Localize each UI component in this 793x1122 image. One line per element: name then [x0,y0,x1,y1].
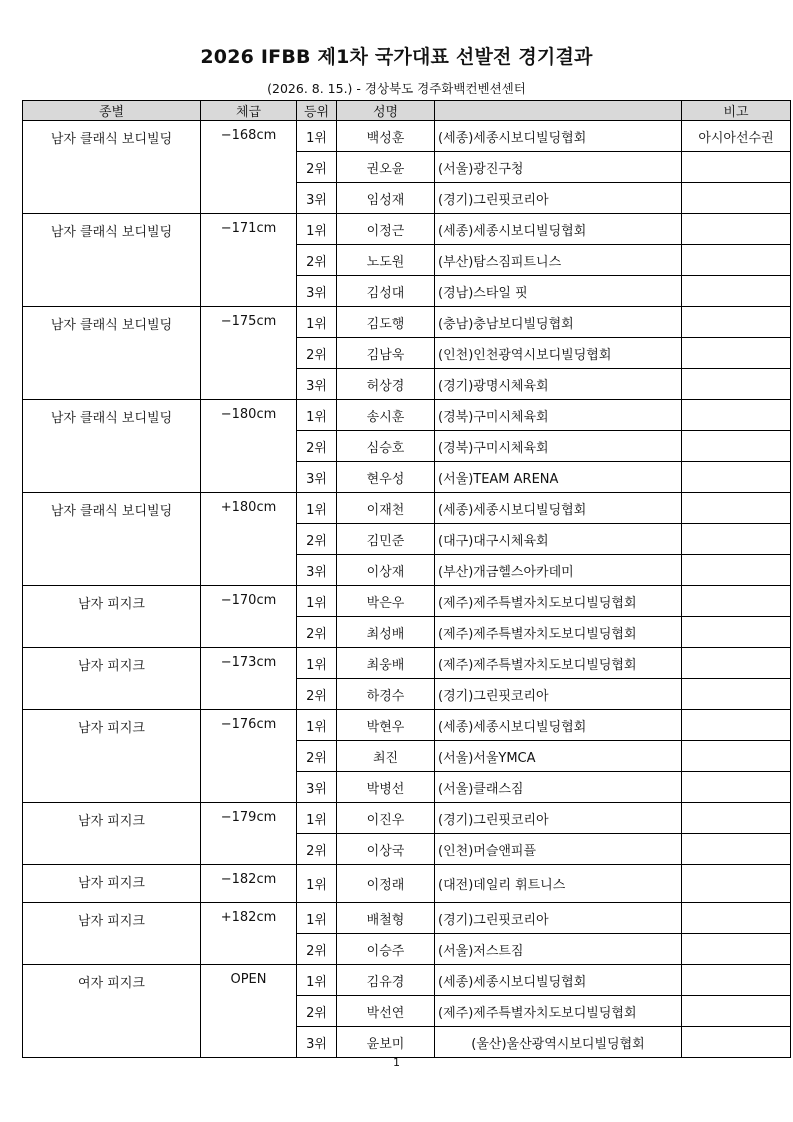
table-row [23,903,791,934]
rank-cell: 3위 [297,369,337,400]
note-cell [682,741,791,772]
rank-cell: 3위 [297,462,337,493]
rank-cell: 2위 [297,338,337,369]
page-number: 1 [393,1056,400,1069]
team-cell: (제주)제주특별자치도보디빌딩협회 [435,996,682,1027]
rank-cell: 2위 [297,834,337,865]
name-cell: 김민준 [337,524,435,555]
rank-cell: 2위 [297,679,337,710]
name-cell: 박은우 [337,586,435,617]
name-cell: 이정래 [337,865,435,903]
team-cell: (부산)개금헬스아카데미 [435,555,682,586]
note-cell [682,152,791,183]
rank-cell: 2위 [297,524,337,555]
table-row [23,865,791,903]
rank-cell: 1위 [297,648,337,679]
team-cell: (충남)충남보디빌딩협회 [435,307,682,338]
note-cell [682,524,791,555]
team-cell: (제주)제주특별자치도보디빌딩협회 [435,648,682,679]
rank-cell: 2위 [297,617,337,648]
table-row [23,400,791,431]
rank-cell: 1위 [297,803,337,834]
name-cell: 노도원 [337,245,435,276]
weight-class-cell: −171cm [201,214,297,307]
name-cell: 현우성 [337,462,435,493]
team-cell: (세종)세종시보디빌딩협회 [435,710,682,741]
category-cell: 여자 피지크 [23,965,201,1058]
table-row [23,710,791,741]
team-cell: (세종)세종시보디빌딩협회 [435,965,682,996]
rank-cell: 3위 [297,555,337,586]
rank-cell: 1위 [297,903,337,934]
note-cell [682,462,791,493]
team-cell: (서울)클래스짐 [435,772,682,803]
table-header-row [23,101,791,121]
name-cell: 김성대 [337,276,435,307]
note-cell [682,183,791,214]
rank-cell: 1위 [297,307,337,338]
rank-cell: 1위 [297,965,337,996]
rank-cell: 2위 [297,996,337,1027]
note-cell [682,245,791,276]
note-cell [682,679,791,710]
weight-class-cell: −180cm [201,400,297,493]
note-cell [682,996,791,1027]
name-cell: 백성훈 [337,121,435,152]
team-cell: (경기)그린핏코리아 [435,183,682,214]
note-cell [682,617,791,648]
category-cell: 남자 클래식 보디빌딩 [23,121,201,214]
weight-class-cell: +180cm [201,493,297,586]
note-cell [682,865,791,903]
table-row [23,586,791,617]
note-cell [682,803,791,834]
note-cell [682,834,791,865]
rank-cell: 2위 [297,934,337,965]
table-row [23,493,791,524]
category-cell: 남자 피지크 [23,903,201,965]
name-cell: 김남욱 [337,338,435,369]
rank-cell: 2위 [297,741,337,772]
name-cell: 박선연 [337,996,435,1027]
team-cell: (경기)그린핏코리아 [435,903,682,934]
results-table [22,100,791,1058]
team-cell: (제주)제주특별자치도보디빌딩협회 [435,586,682,617]
note-cell [682,214,791,245]
header-rank: 등위 [297,101,337,121]
category-cell: 남자 피지크 [23,586,201,648]
name-cell: 최성배 [337,617,435,648]
team-cell: (경북)구미시체육회 [435,400,682,431]
document-title: 2026 IFBB 제1차 국가대표 선발전 경기결과 [200,46,593,68]
team-cell: (부산)탐스짐피트니스 [435,245,682,276]
category-cell: 남자 피지크 [23,710,201,803]
name-cell: 이정근 [337,214,435,245]
weight-class-cell: −170cm [201,586,297,648]
rank-cell: 1위 [297,400,337,431]
name-cell: 이승주 [337,934,435,965]
header-name: 성명 [337,101,435,121]
team-cell: (서울)저스트짐 [435,934,682,965]
note-cell [682,934,791,965]
name-cell: 최웅배 [337,648,435,679]
name-cell: 박병선 [337,772,435,803]
note-cell [682,965,791,996]
rank-cell: 1위 [297,493,337,524]
name-cell: 김도행 [337,307,435,338]
category-cell: 남자 클래식 보디빌딩 [23,214,201,307]
note-cell [682,369,791,400]
team-cell: (경기)그린핏코리아 [435,679,682,710]
rank-cell: 3위 [297,276,337,307]
category-cell: 남자 피지크 [23,865,201,903]
name-cell: 이진우 [337,803,435,834]
category-cell: 남자 피지크 [23,648,201,710]
category-cell: 남자 클래식 보디빌딩 [23,400,201,493]
team-cell: (경기)광명시체육회 [435,369,682,400]
note-cell [682,276,791,307]
category-cell: 남자 클래식 보디빌딩 [23,307,201,400]
team-cell: (제주)제주특별자치도보디빌딩협회 [435,617,682,648]
team-cell: (인천)머슬앤피플 [435,834,682,865]
name-cell: 하경수 [337,679,435,710]
note-cell [682,431,791,462]
name-cell: 박현우 [337,710,435,741]
table-row [23,648,791,679]
table-row [23,965,791,996]
team-cell: (대전)데일리 휘트니스 [435,865,682,903]
weight-class-cell: −173cm [201,648,297,710]
header-weight: 체급 [201,101,297,121]
document-subtitle: (2026. 8. 15.) - 경상북도 경주화백컨벤션센터 [267,81,526,96]
name-cell: 이상재 [337,555,435,586]
rank-cell: 3위 [297,772,337,803]
weight-class-cell: −179cm [201,803,297,865]
team-cell: (경북)구미시체육회 [435,431,682,462]
note-cell [682,338,791,369]
note-cell [682,1027,791,1058]
team-cell: (경남)스타일 핏 [435,276,682,307]
table-row [23,307,791,338]
note-cell [682,586,791,617]
rank-cell: 1위 [297,121,337,152]
weight-class-cell: −168cm [201,121,297,214]
weight-class-cell: +182cm [201,903,297,965]
name-cell: 배철형 [337,903,435,934]
rank-cell: 3위 [297,1027,337,1058]
weight-class-cell: −176cm [201,710,297,803]
team-cell: (인천)인천광역시보디빌딩협회 [435,338,682,369]
rank-cell: 2위 [297,152,337,183]
team-cell: (서울)서울YMCA [435,741,682,772]
rank-cell: 2위 [297,431,337,462]
team-cell: (세종)세종시보디빌딩협회 [435,214,682,245]
rank-cell: 1위 [297,865,337,903]
team-cell: (대구)대구시체육회 [435,524,682,555]
note-cell [682,772,791,803]
note-cell: 아시아선수권 [682,121,791,152]
weight-class-cell: −175cm [201,307,297,400]
name-cell: 김유경 [337,965,435,996]
rank-cell: 3위 [297,183,337,214]
rank-cell: 1위 [297,214,337,245]
table-row [23,121,791,152]
note-cell [682,307,791,338]
name-cell: 임성재 [337,183,435,214]
note-cell [682,903,791,934]
table-row [23,214,791,245]
name-cell: 최진 [337,741,435,772]
note-cell [682,400,791,431]
rank-cell: 1위 [297,586,337,617]
name-cell: 권오윤 [337,152,435,183]
weight-class-cell: OPEN [201,965,297,1058]
team-cell: (울산)울산광역시보디빌딩협회 [435,1027,682,1058]
header-team [435,101,682,121]
rank-cell: 1위 [297,710,337,741]
team-cell: (서울)TEAM ARENA [435,462,682,493]
category-cell: 남자 피지크 [23,803,201,865]
table-row [23,803,791,834]
name-cell: 송시훈 [337,400,435,431]
note-cell [682,555,791,586]
header-note: 비고 [682,101,791,121]
team-cell: (서울)광진구청 [435,152,682,183]
team-cell: (경기)그린핏코리아 [435,803,682,834]
name-cell: 심승호 [337,431,435,462]
category-cell: 남자 클래식 보디빌딩 [23,493,201,586]
header-category: 종별 [23,101,201,121]
team-cell: (세종)세종시보디빌딩협회 [435,121,682,152]
name-cell: 허상경 [337,369,435,400]
weight-class-cell: −182cm [201,865,297,903]
note-cell [682,493,791,524]
note-cell [682,648,791,679]
name-cell: 이재천 [337,493,435,524]
name-cell: 이상국 [337,834,435,865]
rank-cell: 2위 [297,245,337,276]
note-cell [682,710,791,741]
team-cell: (세종)세종시보디빌딩협회 [435,493,682,524]
name-cell: 윤보미 [337,1027,435,1058]
results-body [23,121,791,1058]
